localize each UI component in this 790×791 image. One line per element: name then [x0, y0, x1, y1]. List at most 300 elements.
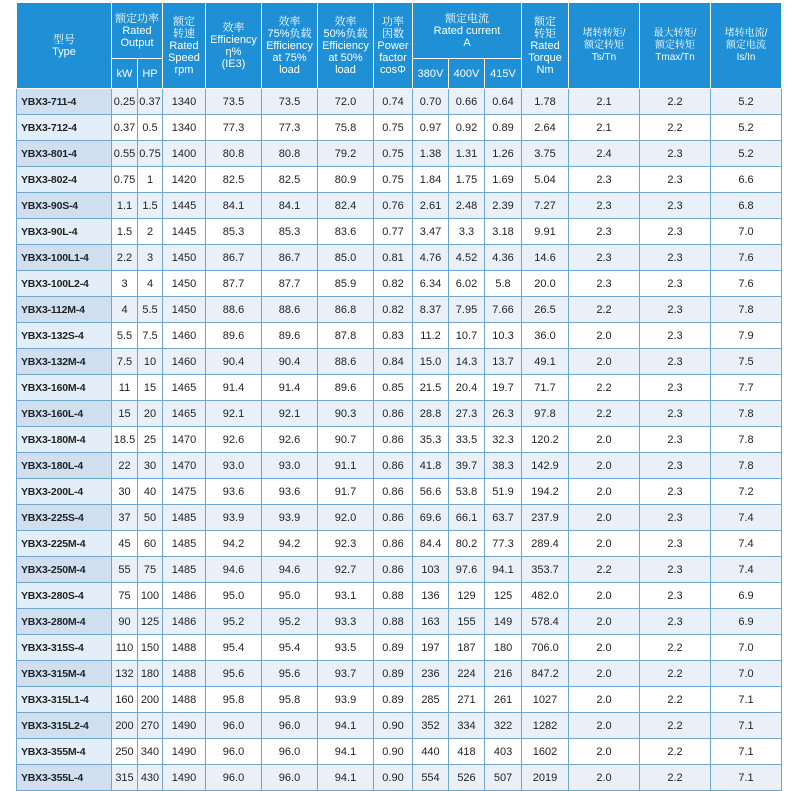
cell-ts-tn: 2.0: [569, 609, 640, 635]
cell-current-380v: 6.34: [413, 271, 449, 297]
cell-efficiency: 95.2: [206, 609, 262, 635]
cell-power-factor: 0.74: [374, 89, 413, 115]
cell-kw: 200: [112, 713, 138, 739]
cell-kw: 1.1: [112, 193, 138, 219]
cell-torque: 2.64: [522, 115, 569, 141]
cell-eff-50: 72.0: [318, 89, 374, 115]
cell-is-in: 7.8: [711, 401, 782, 427]
cell-current-400v: 0.66: [449, 89, 485, 115]
cell-torque: 2019: [522, 765, 569, 791]
cell-is-in: 7.8: [711, 297, 782, 323]
cell-tmax-tn: 2.3: [640, 245, 711, 271]
cell-current-380v: 8.37: [413, 297, 449, 323]
cell-hp: 200: [138, 687, 163, 713]
table-row: [17, 713, 782, 739]
cell-current-400v: 66.1: [449, 505, 485, 531]
cell-torque: 36.0: [522, 323, 569, 349]
cell-tmax-tn: 2.3: [640, 219, 711, 245]
cell-efficiency: 90.4: [206, 349, 262, 375]
cell-torque: 1.78: [522, 89, 569, 115]
cell-speed: 1450: [163, 297, 206, 323]
cell-torque: 194.2: [522, 479, 569, 505]
cell-is-in: 7.4: [711, 505, 782, 531]
cell-current-400v: 6.02: [449, 271, 485, 297]
table-row: [17, 401, 782, 427]
cell-tmax-tn: 2.3: [640, 349, 711, 375]
cell-eff-50: 85.9: [318, 271, 374, 297]
cell-efficiency: 95.4: [206, 635, 262, 661]
cell-eff-50: 85.0: [318, 245, 374, 271]
cell-kw: 110: [112, 635, 138, 661]
cell-tmax-tn: 2.3: [640, 609, 711, 635]
cell-speed: 1445: [163, 219, 206, 245]
cell-current-400v: 0.92: [449, 115, 485, 141]
table-row: [17, 271, 782, 297]
cell-speed: 1488: [163, 635, 206, 661]
cell-hp: 7.5: [138, 323, 163, 349]
cell-type: YBX3-315S-4: [17, 635, 112, 661]
cell-current-380v: 554: [413, 765, 449, 791]
cell-eff-50: 83.6: [318, 219, 374, 245]
table-row: [17, 375, 782, 401]
cell-tmax-tn: 2.2: [640, 713, 711, 739]
cell-is-in: 7.5: [711, 349, 782, 375]
cell-current-400v: 14.3: [449, 349, 485, 375]
cell-current-380v: 28.8: [413, 401, 449, 427]
cell-tmax-tn: 2.3: [640, 323, 711, 349]
cell-efficiency: 95.6: [206, 661, 262, 687]
cell-power-factor: 0.75: [374, 141, 413, 167]
cell-speed: 1340: [163, 115, 206, 141]
cell-current-380v: 197: [413, 635, 449, 661]
cell-power-factor: 0.88: [374, 609, 413, 635]
cell-tmax-tn: 2.2: [640, 115, 711, 141]
cell-current-380v: 2.61: [413, 193, 449, 219]
cell-power-factor: 0.90: [374, 713, 413, 739]
cell-eff-50: 93.5: [318, 635, 374, 661]
cell-torque: 847.2: [522, 661, 569, 687]
cell-eff-50: 82.4: [318, 193, 374, 219]
cell-current-380v: 21.5: [413, 375, 449, 401]
table-row: [17, 349, 782, 375]
cell-is-in: 7.1: [711, 765, 782, 791]
cell-speed: 1460: [163, 323, 206, 349]
cell-kw: 30: [112, 479, 138, 505]
cell-power-factor: 0.82: [374, 297, 413, 323]
cell-current-400v: 2.48: [449, 193, 485, 219]
cell-tmax-tn: 2.3: [640, 375, 711, 401]
cell-current-380v: 285: [413, 687, 449, 713]
cell-efficiency: 94.6: [206, 557, 262, 583]
cell-kw: 0.25: [112, 89, 138, 115]
cell-type: YBX3-132M-4: [17, 349, 112, 375]
cell-hp: 40: [138, 479, 163, 505]
cell-speed: 1460: [163, 349, 206, 375]
cell-current-415v: 125: [485, 583, 522, 609]
cell-eff-75: 77.3: [262, 115, 318, 141]
cell-kw: 22: [112, 453, 138, 479]
cell-tmax-tn: 2.3: [640, 427, 711, 453]
cell-current-380v: 0.97: [413, 115, 449, 141]
cell-eff-75: 89.6: [262, 323, 318, 349]
cell-eff-75: 94.6: [262, 557, 318, 583]
cell-kw: 7.5: [112, 349, 138, 375]
cell-current-415v: 7.66: [485, 297, 522, 323]
cell-kw: 45: [112, 531, 138, 557]
header-400v: 400V: [449, 59, 485, 89]
cell-eff-50: 93.9: [318, 687, 374, 713]
table-row: [17, 687, 782, 713]
cell-efficiency: 95.8: [206, 687, 262, 713]
cell-torque: 482.0: [522, 583, 569, 609]
cell-eff-50: 94.1: [318, 765, 374, 791]
cell-torque: 353.7: [522, 557, 569, 583]
cell-hp: 340: [138, 739, 163, 765]
cell-ts-tn: 2.0: [569, 739, 640, 765]
cell-speed: 1400: [163, 141, 206, 167]
cell-efficiency: 91.4: [206, 375, 262, 401]
cell-efficiency: 93.0: [206, 453, 262, 479]
header-rated-torque: 额定 转矩 Rated Torque Nm: [522, 3, 569, 89]
cell-current-380v: 163: [413, 609, 449, 635]
header-rated-current: 额定电流 Rated current A: [413, 3, 522, 59]
header-is-in: 堵转电流/ 额定电流 Is/In: [711, 3, 782, 89]
cell-efficiency: 82.5: [206, 167, 262, 193]
cell-efficiency: 92.6: [206, 427, 262, 453]
table-row: [17, 505, 782, 531]
cell-tmax-tn: 2.3: [640, 167, 711, 193]
cell-power-factor: 0.86: [374, 453, 413, 479]
header-hp: HP: [138, 59, 163, 89]
cell-hp: 0.75: [138, 141, 163, 167]
cell-current-380v: 1.38: [413, 141, 449, 167]
cell-ts-tn: 2.3: [569, 193, 640, 219]
cell-speed: 1490: [163, 739, 206, 765]
cell-hp: 3: [138, 245, 163, 271]
cell-type: YBX3-801-4: [17, 141, 112, 167]
cell-is-in: 7.8: [711, 453, 782, 479]
cell-hp: 180: [138, 661, 163, 687]
cell-is-in: 7.1: [711, 739, 782, 765]
cell-hp: 100: [138, 583, 163, 609]
cell-eff-75: 95.8: [262, 687, 318, 713]
table-row: [17, 89, 782, 115]
table-row: [17, 765, 782, 791]
cell-current-415v: 10.3: [485, 323, 522, 349]
cell-type: YBX3-250M-4: [17, 557, 112, 583]
cell-current-400v: 129: [449, 583, 485, 609]
cell-hp: 1: [138, 167, 163, 193]
cell-hp: 75: [138, 557, 163, 583]
cell-eff-75: 93.6: [262, 479, 318, 505]
cell-eff-75: 93.0: [262, 453, 318, 479]
cell-current-415v: 149: [485, 609, 522, 635]
cell-current-400v: 155: [449, 609, 485, 635]
cell-eff-50: 93.1: [318, 583, 374, 609]
cell-efficiency: 96.0: [206, 739, 262, 765]
cell-power-factor: 0.90: [374, 739, 413, 765]
cell-current-380v: 136: [413, 583, 449, 609]
cell-efficiency: 95.0: [206, 583, 262, 609]
cell-eff-75: 96.0: [262, 713, 318, 739]
cell-efficiency: 92.1: [206, 401, 262, 427]
table-row: [17, 245, 782, 271]
cell-eff-50: 91.1: [318, 453, 374, 479]
cell-efficiency: 96.0: [206, 765, 262, 791]
cell-hp: 30: [138, 453, 163, 479]
cell-power-factor: 0.76: [374, 193, 413, 219]
cell-torque: 1602: [522, 739, 569, 765]
table-body: [17, 89, 782, 791]
cell-current-415v: 5.8: [485, 271, 522, 297]
cell-speed: 1486: [163, 583, 206, 609]
cell-is-in: 6.9: [711, 583, 782, 609]
cell-type: YBX3-160M-4: [17, 375, 112, 401]
cell-tmax-tn: 2.2: [640, 765, 711, 791]
cell-eff-75: 80.8: [262, 141, 318, 167]
cell-kw: 11: [112, 375, 138, 401]
cell-current-400v: 187: [449, 635, 485, 661]
header-ts-tn: 堵转转矩/ 额定转矩 Ts/Tn: [569, 3, 640, 89]
table-row: [17, 427, 782, 453]
cell-is-in: 6.6: [711, 167, 782, 193]
cell-torque: 237.9: [522, 505, 569, 531]
cell-speed: 1485: [163, 531, 206, 557]
cell-eff-50: 89.6: [318, 375, 374, 401]
cell-is-in: 7.6: [711, 271, 782, 297]
cell-current-380v: 15.0: [413, 349, 449, 375]
cell-tmax-tn: 2.2: [640, 687, 711, 713]
cell-type: YBX3-355L-4: [17, 765, 112, 791]
table-row: [17, 323, 782, 349]
cell-type: YBX3-225M-4: [17, 531, 112, 557]
cell-eff-50: 91.7: [318, 479, 374, 505]
cell-ts-tn: 2.0: [569, 713, 640, 739]
cell-power-factor: 0.86: [374, 401, 413, 427]
cell-current-415v: 26.3: [485, 401, 522, 427]
cell-type: YBX3-90S-4: [17, 193, 112, 219]
cell-kw: 37: [112, 505, 138, 531]
cell-type: YBX3-355M-4: [17, 739, 112, 765]
cell-torque: 120.2: [522, 427, 569, 453]
cell-eff-50: 93.3: [318, 609, 374, 635]
cell-type: YBX3-711-4: [17, 89, 112, 115]
cell-kw: 3: [112, 271, 138, 297]
cell-kw: 55: [112, 557, 138, 583]
cell-speed: 1450: [163, 271, 206, 297]
cell-kw: 250: [112, 739, 138, 765]
cell-current-400v: 526: [449, 765, 485, 791]
cell-torque: 71.7: [522, 375, 569, 401]
cell-is-in: 7.7: [711, 375, 782, 401]
table-row: [17, 531, 782, 557]
cell-current-400v: 224: [449, 661, 485, 687]
cell-torque: 1282: [522, 713, 569, 739]
cell-ts-tn: 2.0: [569, 531, 640, 557]
cell-kw: 4: [112, 297, 138, 323]
cell-ts-tn: 2.3: [569, 271, 640, 297]
cell-power-factor: 0.77: [374, 219, 413, 245]
cell-eff-75: 87.7: [262, 271, 318, 297]
cell-eff-50: 92.7: [318, 557, 374, 583]
cell-current-380v: 3.47: [413, 219, 449, 245]
table-row: [17, 635, 782, 661]
cell-tmax-tn: 2.3: [640, 141, 711, 167]
cell-ts-tn: 2.0: [569, 765, 640, 791]
cell-ts-tn: 2.0: [569, 453, 640, 479]
cell-is-in: 5.2: [711, 115, 782, 141]
cell-speed: 1490: [163, 765, 206, 791]
cell-current-380v: 0.70: [413, 89, 449, 115]
cell-speed: 1465: [163, 401, 206, 427]
cell-current-380v: 41.8: [413, 453, 449, 479]
cell-type: YBX3-112M-4: [17, 297, 112, 323]
cell-power-factor: 0.75: [374, 167, 413, 193]
cell-current-380v: 440: [413, 739, 449, 765]
cell-ts-tn: 2.2: [569, 297, 640, 323]
cell-speed: 1485: [163, 557, 206, 583]
cell-kw: 0.37: [112, 115, 138, 141]
cell-type: YBX3-180M-4: [17, 427, 112, 453]
cell-current-380v: 69.6: [413, 505, 449, 531]
cell-torque: 7.27: [522, 193, 569, 219]
cell-power-factor: 0.89: [374, 687, 413, 713]
cell-hp: 15: [138, 375, 163, 401]
cell-is-in: 7.4: [711, 531, 782, 557]
cell-hp: 20: [138, 401, 163, 427]
cell-speed: 1340: [163, 89, 206, 115]
cell-ts-tn: 2.0: [569, 661, 640, 687]
cell-hp: 125: [138, 609, 163, 635]
cell-ts-tn: 2.2: [569, 375, 640, 401]
cell-efficiency: 89.6: [206, 323, 262, 349]
header-type: 型号 Type: [17, 3, 112, 89]
cell-eff-75: 82.5: [262, 167, 318, 193]
cell-current-380v: 4.76: [413, 245, 449, 271]
cell-ts-tn: 2.0: [569, 635, 640, 661]
cell-power-factor: 0.86: [374, 531, 413, 557]
cell-power-factor: 0.89: [374, 635, 413, 661]
cell-current-415v: 4.36: [485, 245, 522, 271]
cell-eff-50: 92.0: [318, 505, 374, 531]
cell-current-380v: 236: [413, 661, 449, 687]
cell-kw: 1.5: [112, 219, 138, 245]
cell-torque: 3.75: [522, 141, 569, 167]
cell-eff-75: 92.6: [262, 427, 318, 453]
cell-torque: 5.04: [522, 167, 569, 193]
cell-eff-50: 94.1: [318, 713, 374, 739]
cell-torque: 49.1: [522, 349, 569, 375]
cell-eff-75: 94.2: [262, 531, 318, 557]
cell-hp: 1.5: [138, 193, 163, 219]
cell-speed: 1488: [163, 687, 206, 713]
cell-current-380v: 84.4: [413, 531, 449, 557]
cell-current-415v: 51.9: [485, 479, 522, 505]
cell-speed: 1420: [163, 167, 206, 193]
cell-efficiency: 87.7: [206, 271, 262, 297]
cell-ts-tn: 2.0: [569, 505, 640, 531]
cell-kw: 2.2: [112, 245, 138, 271]
cell-current-415v: 38.3: [485, 453, 522, 479]
cell-power-factor: 0.86: [374, 479, 413, 505]
cell-power-factor: 0.88: [374, 583, 413, 609]
cell-current-415v: 403: [485, 739, 522, 765]
cell-speed: 1485: [163, 505, 206, 531]
cell-speed: 1486: [163, 609, 206, 635]
cell-power-factor: 0.75: [374, 115, 413, 141]
table-row: [17, 609, 782, 635]
cell-current-400v: 4.52: [449, 245, 485, 271]
cell-is-in: 7.0: [711, 661, 782, 687]
cell-eff-50: 86.8: [318, 297, 374, 323]
cell-efficiency: 80.8: [206, 141, 262, 167]
cell-type: YBX3-280S-4: [17, 583, 112, 609]
cell-hp: 0.5: [138, 115, 163, 141]
cell-type: YBX3-132S-4: [17, 323, 112, 349]
cell-is-in: 7.8: [711, 427, 782, 453]
table-row: [17, 739, 782, 765]
cell-is-in: 6.8: [711, 193, 782, 219]
table-row: [17, 557, 782, 583]
cell-eff-50: 92.3: [318, 531, 374, 557]
cell-type: YBX3-315L2-4: [17, 713, 112, 739]
cell-current-415v: 77.3: [485, 531, 522, 557]
cell-current-400v: 10.7: [449, 323, 485, 349]
cell-tmax-tn: 2.3: [640, 453, 711, 479]
cell-hp: 10: [138, 349, 163, 375]
cell-current-380v: 35.3: [413, 427, 449, 453]
cell-kw: 15: [112, 401, 138, 427]
cell-eff-50: 93.7: [318, 661, 374, 687]
table-header: [17, 3, 782, 89]
cell-speed: 1475: [163, 479, 206, 505]
table-row: [17, 479, 782, 505]
cell-torque: 9.91: [522, 219, 569, 245]
cell-eff-75: 95.6: [262, 661, 318, 687]
cell-current-380v: 352: [413, 713, 449, 739]
cell-torque: 97.8: [522, 401, 569, 427]
cell-kw: 132: [112, 661, 138, 687]
cell-eff-50: 87.8: [318, 323, 374, 349]
cell-current-380v: 1.84: [413, 167, 449, 193]
cell-eff-75: 73.5: [262, 89, 318, 115]
cell-speed: 1445: [163, 193, 206, 219]
cell-is-in: 7.9: [711, 323, 782, 349]
header-rated-speed: 额定 转速 Rated Speed rpm: [163, 3, 206, 89]
cell-ts-tn: 2.0: [569, 349, 640, 375]
cell-speed: 1490: [163, 713, 206, 739]
cell-current-415v: 19.7: [485, 375, 522, 401]
cell-current-415v: 261: [485, 687, 522, 713]
cell-hp: 0.37: [138, 89, 163, 115]
cell-current-415v: 216: [485, 661, 522, 687]
header-rated-output: 额定功率 Rated Output: [112, 3, 163, 59]
cell-current-415v: 1.69: [485, 167, 522, 193]
cell-current-415v: 32.3: [485, 427, 522, 453]
cell-hp: 150: [138, 635, 163, 661]
cell-kw: 18.5: [112, 427, 138, 453]
header-efficiency-75: 效率 75%负载 Efficiency at 75% load: [262, 3, 318, 89]
cell-efficiency: 86.7: [206, 245, 262, 271]
cell-hp: 430: [138, 765, 163, 791]
cell-tmax-tn: 2.3: [640, 297, 711, 323]
motor-spec-table: [16, 2, 782, 791]
cell-current-415v: 3.18: [485, 219, 522, 245]
table-row: [17, 115, 782, 141]
cell-current-415v: 2.39: [485, 193, 522, 219]
cell-eff-75: 95.4: [262, 635, 318, 661]
cell-eff-75: 96.0: [262, 765, 318, 791]
